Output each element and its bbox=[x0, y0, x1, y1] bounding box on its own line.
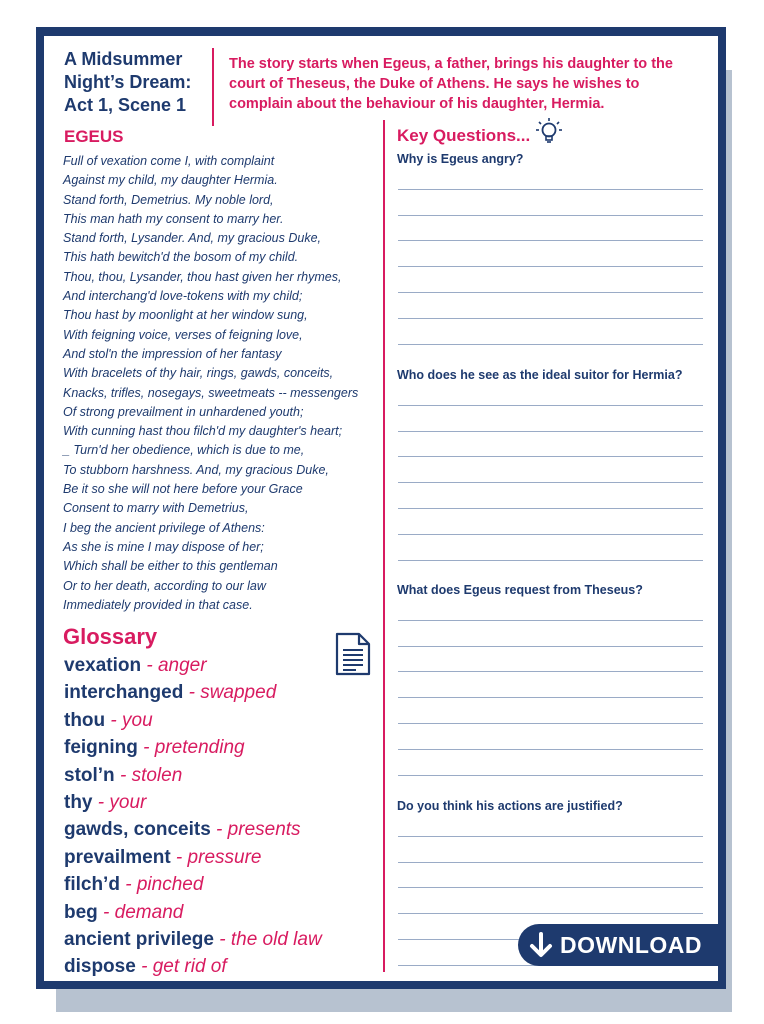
glossary-term: gawds, conceits bbox=[64, 819, 211, 841]
glossary-term: stol’n bbox=[64, 764, 115, 786]
title-divider bbox=[212, 48, 214, 126]
glossary-term: prevailment bbox=[64, 846, 171, 868]
glossary-item: gawds, conceits - presents bbox=[64, 819, 301, 841]
speech-line: As she is mine I may dispose of her; bbox=[63, 539, 264, 554]
glossary-item: dispose - get rid of bbox=[64, 956, 227, 978]
speech-line: Of strong prevailment in unhardened youth; bbox=[63, 404, 304, 419]
glossary-definition: anger bbox=[157, 655, 207, 676]
speech-line: And interchang'd love-tokens with my child; bbox=[63, 289, 303, 304]
glossary-item: stol’n - stolen bbox=[64, 764, 183, 786]
speech-line: Stand forth, Demetrius. My noble lord, bbox=[63, 192, 274, 207]
answer-lines-2[interactable] bbox=[398, 380, 703, 561]
glossary-item: vexation - anger bbox=[64, 655, 207, 676]
glossary-item: filch’d - pinched bbox=[64, 874, 204, 896]
glossary-term: dispose bbox=[64, 956, 136, 978]
glossary-term: feigning bbox=[64, 737, 138, 759]
glossary-definition: stolen bbox=[131, 764, 183, 786]
glossary-item: thy - your bbox=[64, 791, 147, 813]
glossary-definition: pinched bbox=[136, 874, 204, 896]
glossary-definition: presents bbox=[227, 819, 301, 841]
speech-line: Which shall be either to this gentleman bbox=[63, 559, 278, 574]
glossary-definition: demand bbox=[114, 901, 184, 923]
speech-line: Immediately provided in that case. bbox=[63, 597, 253, 612]
speech-line: To stubborn harshness. And, my gracious Duke, bbox=[63, 462, 329, 477]
speech-line: Knacks, trifles, nosegays, sweetmeats -- messengers bbox=[63, 385, 359, 400]
glossary-definition: the old law bbox=[230, 928, 322, 950]
speech-line: With feigning voice, verses of feigning love, bbox=[63, 327, 303, 342]
speech-line: With cunning hast thou filch'd my daughter's heart; bbox=[63, 424, 343, 439]
glossary-list bbox=[64, 652, 384, 981]
glossary-term: interchanged bbox=[64, 682, 184, 704]
speech-line: Full of vexation come I, with complaint bbox=[63, 154, 275, 168]
speech-line: Against my child, my daughter Hermia. bbox=[63, 173, 278, 188]
glossary-definition: get rid of bbox=[152, 956, 227, 978]
question-3: What does Egeus request from Theseus? bbox=[397, 583, 643, 597]
glossary-item: thou - you bbox=[64, 709, 153, 731]
speech-text bbox=[63, 152, 378, 615]
glossary-item: prevailment - pressure bbox=[64, 846, 262, 868]
question-2: Who does he see as the ideal suitor for Hermia? bbox=[397, 368, 683, 382]
speech-line: _ Turn'd her obedience, which is due to me, bbox=[63, 443, 305, 458]
key-questions-heading: Key Questions... bbox=[397, 126, 531, 145]
glossary-item: interchanged - swapped bbox=[64, 682, 277, 704]
glossary-definition: pretending bbox=[154, 737, 245, 759]
speech-line: Consent to marry with Demetrius, bbox=[63, 501, 249, 516]
lightbulb-icon bbox=[534, 116, 564, 146]
glossary-definition: pressure bbox=[187, 846, 262, 868]
speech-line: Stand forth, Lysander. And, my gracious Duke, bbox=[63, 231, 322, 246]
speech-line: I beg the ancient privilege of Athens: bbox=[63, 520, 265, 535]
glossary-definition: you bbox=[122, 709, 153, 731]
glossary-term: thou bbox=[64, 709, 106, 731]
speech-line: With bracelets of thy hair, rings, gawds, conceits, bbox=[63, 366, 334, 381]
question-1: Why is Egeus angry? bbox=[397, 152, 524, 166]
speaker-heading: EGEUS bbox=[64, 127, 124, 146]
glossary-definition: your bbox=[109, 791, 147, 813]
glossary-term: filch’d bbox=[64, 874, 120, 896]
speech-line: Thou hast by moonlight at her window sung, bbox=[63, 308, 308, 323]
speech-line: Thou, thou, Lysander, thou hast given her rhymes, bbox=[63, 269, 342, 284]
speech-line: And stol'n the impression of her fantasy bbox=[63, 346, 282, 361]
glossary-term: beg bbox=[64, 901, 98, 923]
glossary-term: thy bbox=[64, 791, 93, 813]
speech-line: This man hath my consent to marry her. bbox=[63, 211, 284, 226]
download-arrow-icon bbox=[528, 931, 554, 959]
glossary-item: feigning - pretending bbox=[64, 737, 245, 759]
speech-line: Or to her death, according to our law bbox=[63, 578, 266, 593]
question-4: Do you think his actions are justified? bbox=[397, 799, 623, 813]
glossary-heading: Glossary bbox=[63, 624, 158, 649]
glossary-item: ancient privilege - the old law bbox=[64, 928, 322, 950]
download-label: DOWNLOAD bbox=[560, 931, 702, 958]
speech-line: Be it so she will not here before your Grace bbox=[63, 482, 303, 497]
speech-line: This hath bewitch'd the bosom of my child. bbox=[63, 250, 299, 265]
answer-lines-1[interactable] bbox=[398, 164, 703, 345]
glossary-item: beg - demand bbox=[64, 901, 184, 923]
glossary-definition: swapped bbox=[200, 682, 277, 704]
answer-lines-3[interactable] bbox=[398, 595, 703, 776]
glossary-term: ancient privilege bbox=[64, 928, 214, 950]
glossary-term: vexation bbox=[64, 655, 142, 676]
intro-text: The story starts when Egeus, a father, brings his daughter to the court of Theseus, the Duke of Athens. He says he wishes to complain about the behaviour of his daughter, Hermia. bbox=[229, 56, 673, 112]
worksheet-title: A Midsummer Night’s Dream: Act 1, Scene 1 bbox=[64, 49, 192, 115]
download-button[interactable] bbox=[518, 924, 725, 966]
